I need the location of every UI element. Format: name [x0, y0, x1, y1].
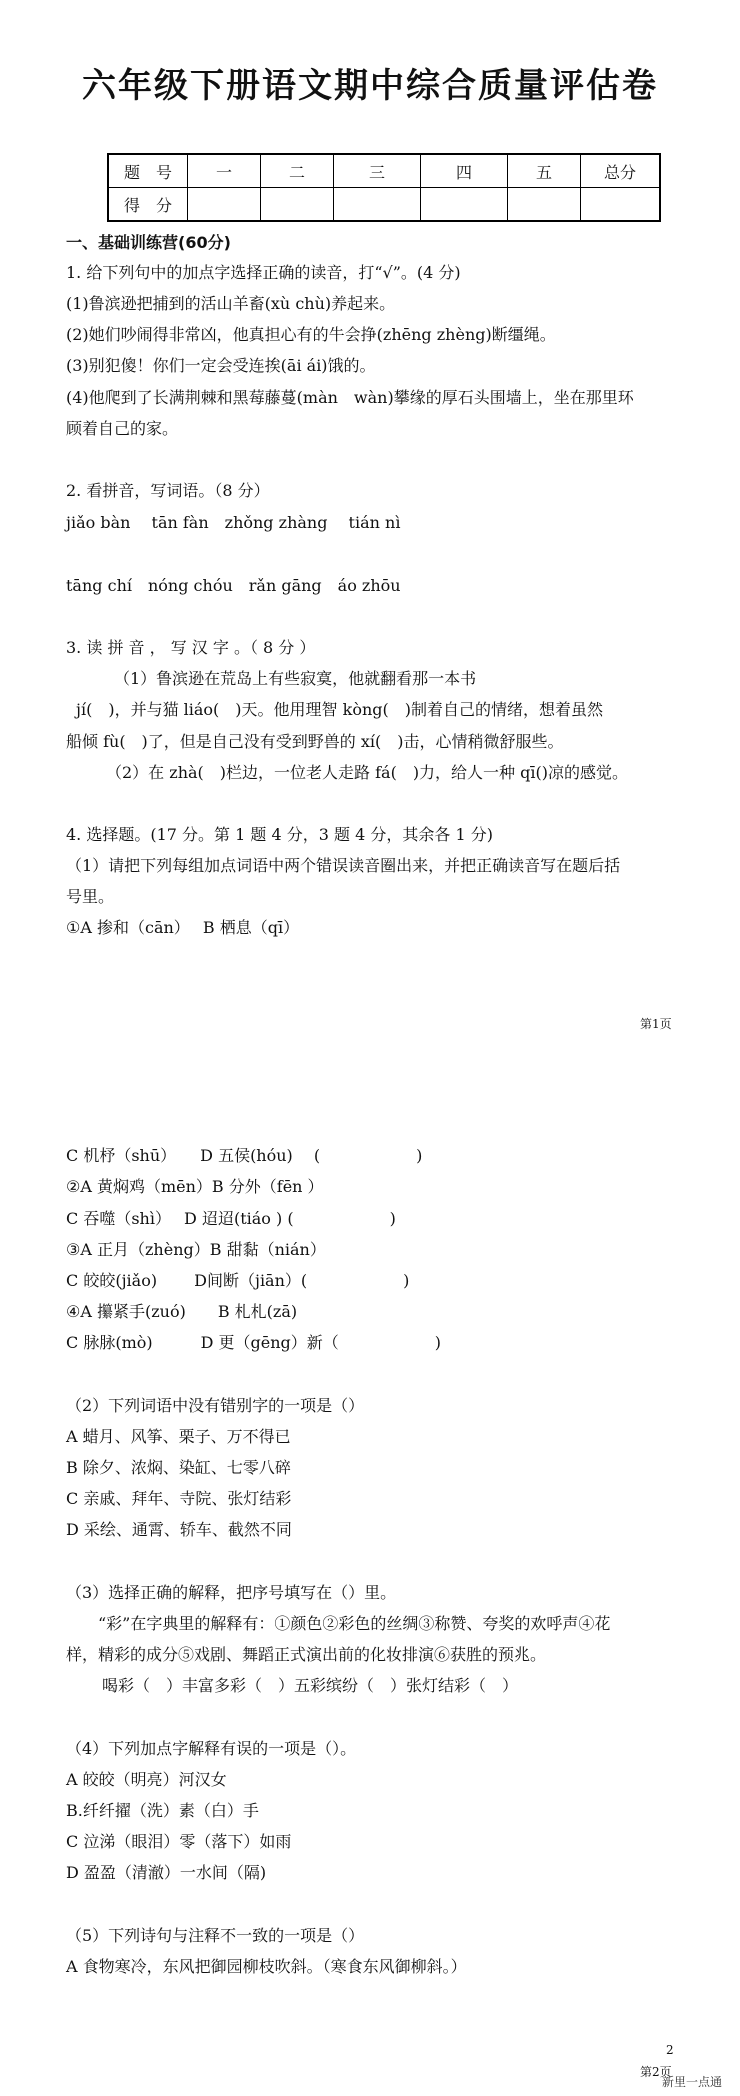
q4-prompt: 4. 选择题。(17 分。第 1 题 4 分，3 题 4 分，其余各 1 分)	[66, 825, 493, 844]
q3-line: 船倾 fù( )了，但是自己没有受到野兽的 xí( )击，心情稍微舒服些。	[66, 732, 564, 751]
score-header-row	[108, 154, 660, 188]
q4-sub1-line: 号里。	[66, 887, 115, 906]
score-header-1: 一	[188, 154, 261, 188]
score-header-4: 四	[421, 154, 508, 188]
q2-pinyin-row1: jiǎo bàn tān fàn zhǒng zhàng tián nì	[66, 513, 401, 532]
q4-sub1-option: C 皎皎(jiǎo) D间断（jiān）( )	[66, 1271, 410, 1290]
q4-sub3-prompt: （3）选择正确的解释，把序号填写在（）里。	[66, 1583, 397, 1602]
score-table	[107, 153, 661, 222]
score-header-label: 题 号	[108, 154, 188, 188]
score-value-row	[108, 188, 660, 222]
q4-sub2-option: D 采绘、通霄、轿车、截然不同	[66, 1520, 292, 1539]
section1-heading: 一、基础训练营(60分)	[66, 233, 231, 252]
q4-sub2-prompt: （2）下列词语中没有错别字的一项是（）	[66, 1396, 365, 1415]
score-row-label: 得 分	[108, 188, 188, 222]
q3-line: （2）在 zhà( )栏边，一位老人走路 fá( )力，给人一种 qī()凉的感觉。	[106, 763, 628, 782]
q4-sub4-option: C 泣涕（眼泪）零（落下）如雨	[66, 1832, 292, 1851]
q4-sub2-option: A 蜡月、风筝、栗子、万不得已	[66, 1427, 291, 1446]
score-header-3: 三	[334, 154, 421, 188]
q4-sub1-option: C 机杼（shū） D 五侯(hóu) ( )	[66, 1146, 423, 1165]
page-title: 六年级下册语文期中综合质量评估卷	[82, 66, 658, 106]
q2-pinyin-row2: tāng chí nóng chóu rǎn gāng áo zhōu	[66, 576, 401, 595]
page2-footer: 第2页	[640, 2065, 672, 2079]
q4-sub4-option: D 盈盈（清澈）一水间（隔)	[66, 1863, 267, 1882]
score-header-2: 二	[261, 154, 334, 188]
q4-sub5-option: A 食物寒冷，东风把御园柳枝吹斜。（寒食东风御柳斜。）	[66, 1957, 467, 1976]
q4-sub3-line: 喝彩（ ）丰富多彩（ ）五彩缤纷（ ）张灯结彩（ ）	[102, 1676, 519, 1695]
q1-prompt: 1. 给下列句中的加点字选择正确的读音，打“√”。(4 分)	[66, 263, 461, 282]
q4-sub1-option: ②A 黄焖鸡（mēn）B 分外（fēn ）	[66, 1177, 324, 1196]
q1-item: (3)别犯傻！你们一定会受连挨(āi ái)饿的。	[66, 356, 376, 375]
score-cell-4[interactable]	[421, 188, 508, 222]
q4-sub1-option: ④A 攥紧手(zuó) B 札札(zā)	[66, 1302, 298, 1321]
q4-sub3-line: “彩”在字典里的解释有：①颜色②彩色的丝绸③称赞、夸奖的欢呼声④花	[98, 1614, 611, 1633]
page2-number: 2	[666, 2043, 674, 2057]
q3-prompt: 3. 读 拼 音 ， 写 汉 字 。（ 8 分 ）	[66, 638, 316, 657]
q4-sub4-option: B.纤纤擢（洗）素（白）手	[66, 1801, 259, 1820]
q4-sub1-line: （1）请把下列每组加点词语中两个错误读音圈出来，并把正确读音写在题后括	[66, 856, 621, 875]
q4-sub1-line: ①A 掺和（cān） B 栖息（qī）	[66, 918, 300, 937]
q4-sub4-prompt: （4）下列加点字解释有误的一项是（）。	[66, 1739, 357, 1758]
score-cell-total[interactable]	[581, 188, 661, 222]
score-header-total: 总分	[581, 154, 661, 188]
q1-item: (4)他爬到了长满荆棘和黑莓藤蔓(màn wàn)攀缘的厚石头围墙上，坐在那里环	[66, 388, 634, 407]
q3-line: （1）鲁滨逊在荒岛上有些寂寞，他就翻看那一本书	[114, 669, 477, 688]
q4-sub3-line: 样，精彩的成分⑤戏剧、舞蹈正式演出前的化妆排演⑥获胜的预兆。	[66, 1645, 547, 1664]
q4-sub2-option: B 除夕、浓焖、染缸、七零八碎	[66, 1458, 291, 1477]
score-cell-1[interactable]	[188, 188, 261, 222]
q1-item-cont: 顾着自己的家。	[66, 419, 179, 438]
score-cell-5[interactable]	[508, 188, 581, 222]
q4-sub1-option: C 吞噬（shì） D 迢迢(tiáo ) ( )	[66, 1209, 396, 1228]
q2-prompt: 2. 看拼音，写词语。（8 分）	[66, 481, 270, 500]
q3-line: jí( )，并与猫 liáo( )天。他用理智 kòng( )制着自己的情绪，想着虽然	[76, 700, 603, 719]
q1-item: (1)鲁滨逊把捕到的活山羊畜(xù chù)养起来。	[66, 294, 396, 313]
page1-footer: 第1页	[640, 1017, 672, 1031]
score-cell-3[interactable]	[334, 188, 421, 222]
watermark: 新里一点通	[662, 2075, 723, 2089]
score-cell-2[interactable]	[261, 188, 334, 222]
q1-item: (2)她们吵闹得非常凶，他真担心有的牛会挣(zhēng zhèng)断缰绳。	[66, 325, 556, 344]
q4-sub2-option: C 亲戚、拜年、寺院、张灯结彩	[66, 1489, 292, 1508]
q4-sub1-option: ③A 正月（zhèng）B 甜黏（nián）	[66, 1240, 326, 1259]
q4-sub1-option: C 脉脉(mò) D 更（gēng）新（ )	[66, 1333, 442, 1352]
q4-sub5-prompt: （5）下列诗句与注释不一致的一项是（）	[66, 1926, 365, 1945]
score-header-5: 五	[508, 154, 581, 188]
q4-sub4-option: A 皎皎（明亮）河汉女	[66, 1770, 227, 1789]
